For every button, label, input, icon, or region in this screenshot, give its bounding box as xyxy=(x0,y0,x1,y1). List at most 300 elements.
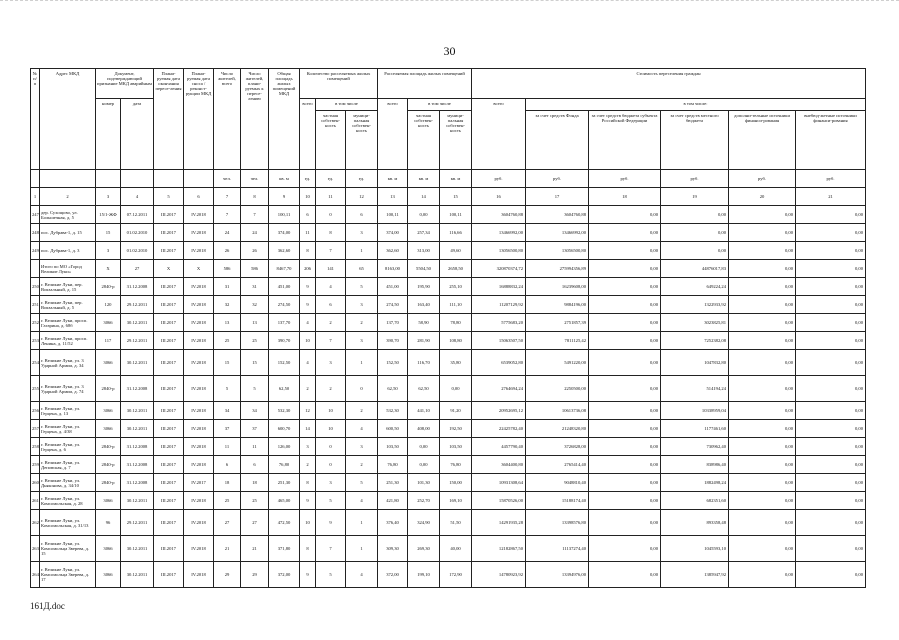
value-cell: 0,00 xyxy=(729,420,796,438)
column-number-cell: 20 xyxy=(729,188,796,206)
value-cell: 0,00 xyxy=(729,350,796,376)
value-cell: 0,00 xyxy=(796,492,866,510)
value-cell: 5775683,20 xyxy=(472,314,526,332)
value-cell: 2840-р xyxy=(96,438,121,456)
row-number-cell xyxy=(31,260,40,278)
value-cell: 18 xyxy=(241,474,269,492)
value-cell: 13 xyxy=(214,314,241,332)
value-cell: 13466992,00 xyxy=(526,224,589,242)
value-cell: 62,50 xyxy=(269,376,300,402)
value-cell: 9 xyxy=(300,296,316,314)
value-cell: 8 xyxy=(316,224,346,242)
value-cell: 255,10 xyxy=(440,278,472,296)
value-cell: 3066 xyxy=(96,536,121,562)
table-row xyxy=(31,350,866,376)
value-cell: 100,11 xyxy=(440,206,472,224)
value-cell: 649224,24 xyxy=(661,278,729,296)
subheader-area-private: частная собствен-ность xyxy=(408,111,440,170)
value-cell: 2 xyxy=(346,402,378,420)
value-cell: 0,00 xyxy=(408,456,440,474)
address-cell: г. Великие Луки, ул. Деповская, д. 7 xyxy=(40,456,96,474)
value-cell: 13394976,00 xyxy=(526,562,589,588)
value-cell: 27 xyxy=(214,510,241,536)
col-header-rooms-count: Количество расселяемых жилых помещений xyxy=(300,69,378,99)
value-cell: 7 xyxy=(316,536,346,562)
value-cell: 192,50 xyxy=(440,420,472,438)
column-number-cell: 6 xyxy=(184,188,214,206)
row-number-cell: 257 xyxy=(31,420,40,438)
value-cell: 11 xyxy=(300,224,316,242)
value-cell: 12 xyxy=(300,402,316,420)
value-cell: 5491220,00 xyxy=(526,350,589,376)
value-cell: 0 xyxy=(316,206,346,224)
unit-cell: чел. xyxy=(214,170,241,188)
value-cell: 32 xyxy=(214,296,241,314)
value-cell: 3 xyxy=(316,350,346,376)
value-cell: 2 xyxy=(300,456,316,474)
value-cell: 372,00 xyxy=(378,562,408,588)
value-cell: 22425782,40 xyxy=(472,420,526,438)
col-header-address: Адрес МКД xyxy=(40,69,96,170)
value-cell: 372,00 xyxy=(269,562,300,588)
value-cell: 0,00 xyxy=(796,456,866,474)
row-number-cell: 256 xyxy=(31,402,40,420)
resettlement-table xyxy=(30,68,866,588)
value-cell: 0,00 xyxy=(589,536,661,562)
column-number-cell: 18 xyxy=(589,188,661,206)
value-cell: 26 xyxy=(214,242,241,260)
row-number-cell: 249 xyxy=(31,242,40,260)
value-cell: IV.2018 xyxy=(184,536,214,562)
row-number-cell: 261 xyxy=(31,492,40,510)
value-cell: 126,00 xyxy=(269,438,300,456)
value-cell: 11207129,92 xyxy=(472,296,526,314)
value-cell: 137,70 xyxy=(269,314,300,332)
value-cell: 8 xyxy=(300,474,316,492)
value-cell: 21 xyxy=(214,536,241,562)
value-cell: 390,70 xyxy=(378,332,408,350)
column-number-cell: 4 xyxy=(121,188,154,206)
value-cell: 8163,00 xyxy=(378,260,408,278)
subheader-rooms-total: всего xyxy=(300,99,316,170)
value-cell: 0 xyxy=(316,438,346,456)
subheader-cost-fund: за счет средств Фонда xyxy=(526,111,589,170)
value-cell: 5 xyxy=(346,278,378,296)
unit-cell: руб. xyxy=(796,170,866,188)
value-cell: 65 xyxy=(346,260,378,278)
value-cell: 2751857,39 xyxy=(526,314,589,332)
value-cell: III.2017 xyxy=(154,206,184,224)
unit-cell: руб. xyxy=(661,170,729,188)
column-number-cell: 21 xyxy=(796,188,866,206)
value-cell: 101,30 xyxy=(408,474,440,492)
value-cell: 5504,50 xyxy=(408,260,440,278)
table-row xyxy=(31,562,866,588)
value-cell: 27 xyxy=(121,260,154,278)
value-cell: 0,00 xyxy=(796,224,866,242)
value-cell: 0,00 xyxy=(729,296,796,314)
value-cell: 374,00 xyxy=(378,224,408,242)
value-cell: 15 xyxy=(241,350,269,376)
subheader-cost-local: за счет средств местного бюджета xyxy=(661,111,729,170)
value-cell: 76,80 xyxy=(269,456,300,474)
value-cell: 11 xyxy=(241,438,269,456)
address-cell: г. Великие Луки, ул. 3 Ударной Армии, д. 34 xyxy=(40,350,96,376)
value-cell: 27 xyxy=(241,510,269,536)
value-cell: 14780923,92 xyxy=(472,562,526,588)
address-cell: г. Великие Луки, ул. Герцена, д. 13 xyxy=(40,402,96,420)
unit-cell: чел. xyxy=(241,170,269,188)
value-cell: 7 xyxy=(241,206,269,224)
row-number-cell: 248 xyxy=(31,224,40,242)
value-cell: 600,50 xyxy=(378,420,408,438)
value-cell: 5 xyxy=(214,376,241,402)
table-row xyxy=(31,278,866,296)
value-cell: 7 xyxy=(316,332,346,350)
value-cell: 15063507,50 xyxy=(472,332,526,350)
column-number-cell: 15 xyxy=(440,188,472,206)
unit-cell xyxy=(96,170,121,188)
value-cell: 21 xyxy=(241,536,269,562)
value-cell: 15/1-ЖФ xyxy=(96,206,121,224)
value-cell: 0,00 xyxy=(589,376,661,402)
value-cell: 4457790,40 xyxy=(472,438,526,456)
value-cell: 0,00 xyxy=(589,224,661,242)
value-cell: 0,00 xyxy=(796,314,866,332)
unit-cell: ед. xyxy=(346,170,378,188)
value-cell: 7 xyxy=(214,206,241,224)
value-cell: III.2017 xyxy=(154,224,184,242)
value-cell: 3066 xyxy=(96,350,121,376)
value-cell: 0,00 xyxy=(729,376,796,402)
value-cell: 0,00 xyxy=(729,510,796,536)
subheader-area-total: всего xyxy=(378,99,408,170)
column-number-cell: 1 xyxy=(31,188,40,206)
value-cell: 390,70 xyxy=(269,332,300,350)
value-cell: 1 xyxy=(346,510,378,536)
value-cell: 0,00 xyxy=(589,332,661,350)
value-cell: 0,00 xyxy=(796,536,866,562)
value-cell: 25 xyxy=(241,332,269,350)
value-cell: 206 xyxy=(300,260,316,278)
table-row xyxy=(31,492,866,510)
value-cell: III.2017 xyxy=(154,332,184,350)
value-cell: 1 xyxy=(346,536,378,562)
value-cell: 58,90 xyxy=(408,314,440,332)
value-cell: 1 xyxy=(346,350,378,376)
value-cell: 0,00 xyxy=(729,536,796,562)
unit-cell: кв. м xyxy=(269,170,300,188)
value-cell: 3023825,81 xyxy=(661,314,729,332)
value-cell: 4 xyxy=(346,420,378,438)
value-cell: 10 xyxy=(300,510,316,536)
value-cell: 11 xyxy=(214,438,241,456)
value-cell: 532,30 xyxy=(378,402,408,420)
value-cell: 3604400,80 xyxy=(472,456,526,474)
row-number-cell: 264 xyxy=(31,562,40,588)
value-cell: 10 xyxy=(300,332,316,350)
value-cell: 0,00 xyxy=(589,438,661,456)
table-row xyxy=(31,206,866,224)
address-cell: г. Великие Луки, ул. Комсомольца Зверева, д. 17 xyxy=(40,562,96,588)
value-cell: 0,00 xyxy=(589,402,661,420)
table-row xyxy=(31,296,866,314)
value-cell: 2840-р xyxy=(96,278,121,296)
value-cell: 2250500,00 xyxy=(526,376,589,402)
value-cell: 16888832,24 xyxy=(472,278,526,296)
value-cell: 0,00 xyxy=(589,206,661,224)
value-cell: 441,10 xyxy=(408,402,440,420)
column-number-cell: 7 xyxy=(214,188,241,206)
value-cell: 30.12.2011 xyxy=(121,420,154,438)
row-number-cell: 247 xyxy=(31,206,40,224)
row-number-cell: 251 xyxy=(31,296,40,314)
value-cell: 465,00 xyxy=(269,492,300,510)
value-cell: 116,66 xyxy=(440,224,472,242)
value-cell: 25 xyxy=(214,492,241,510)
value-cell: 0,00 xyxy=(589,314,661,332)
col-header-rooms-area: Расселяемая площадь жилых помещений xyxy=(378,69,472,99)
table-row xyxy=(31,242,866,260)
value-cell: 0,00 xyxy=(589,242,661,260)
value-cell: 451,00 xyxy=(269,278,300,296)
value-cell: III.2017 xyxy=(154,242,184,260)
value-cell: 29.12.2011 xyxy=(121,332,154,350)
address-cell: г. Великие Луки, просп. Ленина, д. 11/52 xyxy=(40,332,96,350)
value-cell: 0 xyxy=(346,376,378,402)
value-cell: 2 xyxy=(316,314,346,332)
value-cell: 3066 xyxy=(96,492,121,510)
value-cell: 324,90 xyxy=(408,510,440,536)
value-cell: 30.12.2011 xyxy=(121,314,154,332)
table-row xyxy=(31,420,866,438)
value-cell: 11137274,40 xyxy=(526,536,589,562)
value-cell: IV.2018 xyxy=(184,206,214,224)
value-cell: 0,00 xyxy=(589,456,661,474)
unit-cell xyxy=(154,170,184,188)
table-row xyxy=(31,438,866,456)
value-cell: 251,30 xyxy=(378,474,408,492)
value-cell: IV.2018 xyxy=(184,242,214,260)
value-cell: III.2017 xyxy=(154,492,184,510)
value-cell: 30.12.2011 xyxy=(121,562,154,588)
table-row xyxy=(31,402,866,420)
value-cell: 76,80 xyxy=(440,456,472,474)
address-cell: г. Великие Луки, ул. Дьяконова, д. 34/10 xyxy=(40,474,96,492)
address-cell: пос. Дубрава-1, д. 3 xyxy=(40,242,96,260)
value-cell: 100,11 xyxy=(378,206,408,224)
value-cell: 3066 xyxy=(96,402,121,420)
value-cell: 34 xyxy=(241,402,269,420)
unit-cell: руб. xyxy=(472,170,526,188)
value-cell: 9 xyxy=(300,278,316,296)
value-cell: III.2017 xyxy=(154,456,184,474)
table-body xyxy=(31,206,866,588)
table-row xyxy=(31,314,866,332)
value-cell: 5 xyxy=(241,376,269,402)
value-cell: 29.12.2011 xyxy=(121,510,154,536)
value-cell: 111,10 xyxy=(440,296,472,314)
value-cell: 30.12.2011 xyxy=(121,350,154,376)
value-cell: 15188174,40 xyxy=(526,492,589,510)
value-cell: 2 xyxy=(300,376,316,402)
value-cell: 374,00 xyxy=(269,224,300,242)
value-cell: 9884196,00 xyxy=(526,296,589,314)
col-header-plan-end: Плани-руемая дата окончания пересе-ления xyxy=(154,69,184,170)
value-cell: 9 xyxy=(300,562,316,588)
value-cell: 24 xyxy=(241,224,269,242)
value-cell: 0,00 xyxy=(589,474,661,492)
value-cell: 0 xyxy=(316,456,346,474)
unit-cell xyxy=(184,170,214,188)
column-number-cell: 13 xyxy=(378,188,408,206)
value-cell: 34 xyxy=(214,402,241,420)
address-cell: г. Великие Луки, ул. Герцена, д. 6 xyxy=(40,438,96,456)
value-cell: 0,00 xyxy=(589,510,661,536)
subtotal-row xyxy=(31,260,866,278)
value-cell: 730962,40 xyxy=(661,438,729,456)
value-cell: 6 xyxy=(214,456,241,474)
value-cell: 117 xyxy=(96,332,121,350)
page-number: 30 xyxy=(443,44,456,58)
value-cell: X xyxy=(96,260,121,278)
value-cell: 31.12.2008 xyxy=(121,278,154,296)
value-cell: IV.2018 xyxy=(184,562,214,588)
column-number-cell: 19 xyxy=(661,188,729,206)
value-cell: 31 xyxy=(214,278,241,296)
value-cell: 26 xyxy=(241,242,269,260)
subheader-area-municipal: муници-пальная собствен-ность xyxy=(440,111,472,170)
column-number-cell: 11 xyxy=(316,188,346,206)
value-cell: 8 xyxy=(300,242,316,260)
value-cell: 0,00 xyxy=(729,314,796,332)
value-cell: 15 xyxy=(96,224,121,242)
value-cell: 1 xyxy=(346,242,378,260)
value-cell: 1322933,92 xyxy=(661,296,729,314)
value-cell: 320870374,72 xyxy=(472,260,526,278)
address-cell: г. Великие Луки, ул. Комсомольца Зверева, д. 15 xyxy=(40,536,96,562)
value-cell: X xyxy=(154,260,184,278)
value-cell: IV.2018 xyxy=(184,314,214,332)
value-cell: 31.12.2008 xyxy=(121,474,154,492)
value-cell: 4 xyxy=(300,350,316,376)
value-cell: 4 xyxy=(346,562,378,588)
scan-edge-line xyxy=(0,0,899,4)
address-cell: дер. Сухощово, ул. Большечная, д. 5 xyxy=(40,206,96,224)
value-cell: 7811125,42 xyxy=(526,332,589,350)
value-cell: 4 xyxy=(316,278,346,296)
unit-cell: руб. xyxy=(526,170,589,188)
value-cell: 13 xyxy=(241,314,269,332)
value-cell: IV.2018 xyxy=(184,510,214,536)
column-number-cell: 3 xyxy=(96,188,121,206)
value-cell: 0,00 xyxy=(796,562,866,588)
value-cell: 0,00 xyxy=(729,402,796,420)
value-cell: 7252382,08 xyxy=(661,332,729,350)
footer-filename: 161Д.doc xyxy=(30,601,65,611)
value-cell: 0,00 xyxy=(796,350,866,376)
value-cell: 3066 xyxy=(96,420,121,438)
row-number-cell: 259 xyxy=(31,456,40,474)
column-number-cell: 14 xyxy=(408,188,440,206)
value-cell: 2 xyxy=(346,314,378,332)
value-cell: 0,00 xyxy=(796,242,866,260)
value-cell: 31.12.2008 xyxy=(121,376,154,402)
row-number-cell: 254 xyxy=(31,350,40,376)
value-cell: 5 xyxy=(316,562,346,588)
value-cell: 0,00 xyxy=(796,376,866,402)
value-cell: 13398576,80 xyxy=(526,510,589,536)
address-cell: г. Великие Луки, ул. Комсомольская, д. 31/13 xyxy=(40,510,96,536)
value-cell: 32 xyxy=(241,296,269,314)
value-cell: 8467,70 xyxy=(269,260,300,278)
value-cell: 3 xyxy=(316,474,346,492)
subheader-rooms-municipal: муници-пальная собствен-ность xyxy=(346,111,378,170)
value-cell: 0,00 xyxy=(661,242,729,260)
value-cell: III.2017 xyxy=(154,562,184,588)
value-cell: 0,00 xyxy=(589,350,661,376)
resettlement-table-sheet xyxy=(30,68,866,588)
value-cell: 2 xyxy=(346,456,378,474)
value-cell: 0,00 xyxy=(796,260,866,278)
value-cell: 0,00 xyxy=(796,296,866,314)
value-cell: 96 xyxy=(96,510,121,536)
value-cell: 37 xyxy=(214,420,241,438)
value-cell: III.2017 xyxy=(154,278,184,296)
value-cell: 01.02.2010 xyxy=(121,224,154,242)
address-cell: г. Великие Луки, пер. Вокзальный, д. 5 xyxy=(40,296,96,314)
value-cell: 20952695,12 xyxy=(472,402,526,420)
value-cell: 514194,24 xyxy=(661,376,729,402)
value-cell: 9 xyxy=(316,510,346,536)
value-cell: 1045593,10 xyxy=(661,536,729,562)
unit-cell: ед. xyxy=(300,170,316,188)
value-cell: 78,80 xyxy=(440,314,472,332)
value-cell: 472,50 xyxy=(269,510,300,536)
subheader-rooms-private: частная собствен-ность xyxy=(316,111,346,170)
address-cell: г. Великие Луки, пер. Вокзальный, д. 15 xyxy=(40,278,96,296)
subheader-doc-date: дата xyxy=(121,99,154,170)
column-number-cell: 17 xyxy=(526,188,589,206)
value-cell: IV.2018 xyxy=(184,438,214,456)
value-cell: 362,60 xyxy=(378,242,408,260)
table-row xyxy=(31,510,866,536)
value-cell: 6539052,80 xyxy=(472,350,526,376)
value-cell: 12182867,50 xyxy=(472,536,526,562)
value-cell: 31.12.2008 xyxy=(121,438,154,456)
subheader-cost-additional: дополни-тельные источники финанси-рования xyxy=(729,111,796,170)
value-cell: III.2017 xyxy=(154,376,184,402)
column-number-row xyxy=(31,188,866,206)
value-cell: 257,34 xyxy=(408,224,440,242)
col-header-number: № п/п xyxy=(31,69,40,170)
value-cell: 76,80 xyxy=(378,456,408,474)
value-cell: 29 xyxy=(241,562,269,588)
value-cell: 0,00 xyxy=(729,438,796,456)
table-row xyxy=(31,376,866,402)
value-cell: 0,00 xyxy=(589,296,661,314)
value-cell: III.2017 xyxy=(154,402,184,420)
value-cell: 13466992,00 xyxy=(472,224,526,242)
value-cell: 274,50 xyxy=(269,296,300,314)
value-cell: 10613736,08 xyxy=(526,402,589,420)
value-cell: 251,30 xyxy=(269,474,300,492)
value-cell: 275994356,89 xyxy=(526,260,589,278)
row-number-cell: 252 xyxy=(31,314,40,332)
value-cell: 0,00 xyxy=(729,562,796,588)
address-cell: г. Великие Луки, ул. Герцена, д. 4/38 xyxy=(40,420,96,438)
value-cell: 2765414,40 xyxy=(526,456,589,474)
